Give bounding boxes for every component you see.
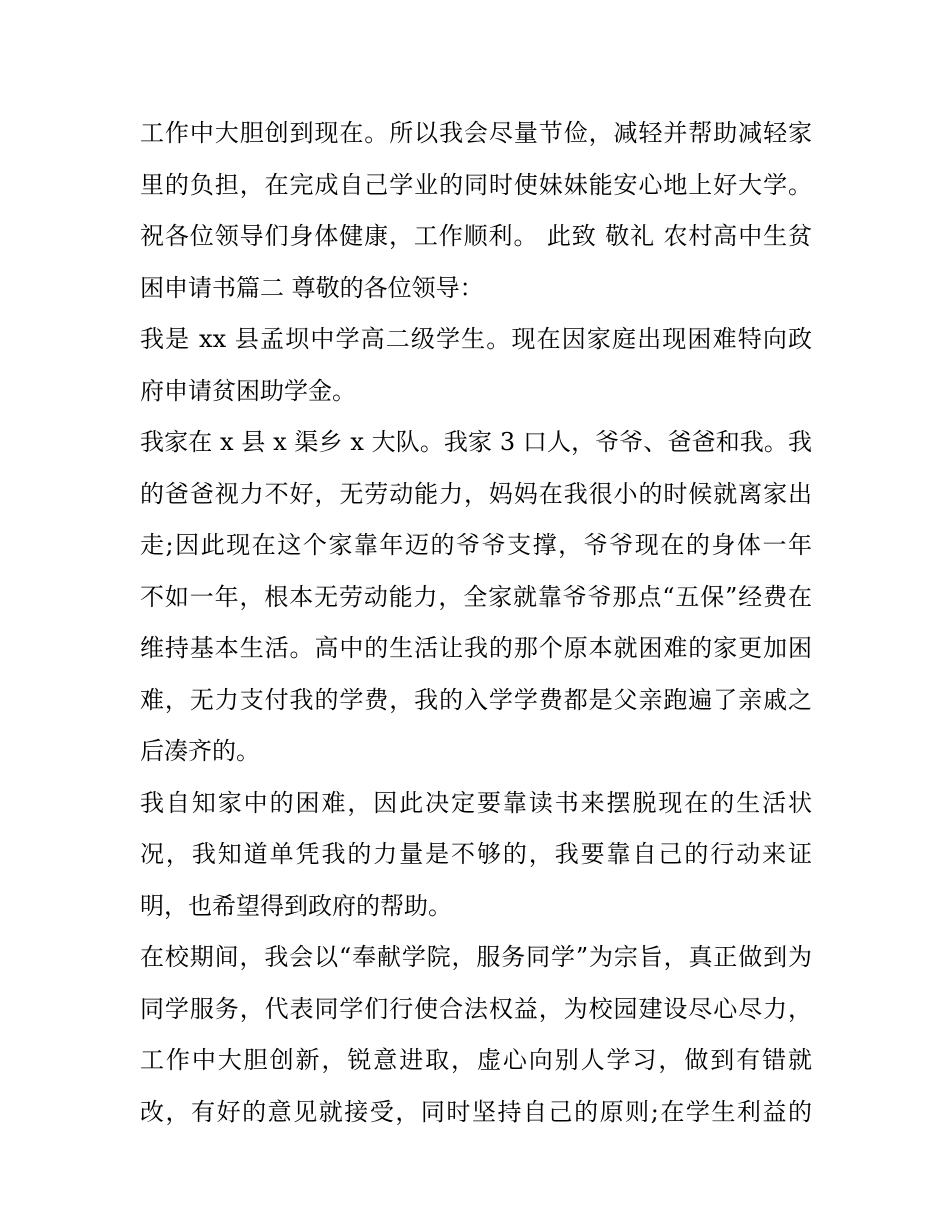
text-line-9: 走;因此现在这个家靠年迈的爷爷支撑，爷爷现在的身体一年 <box>140 531 812 559</box>
text-line-1: 工作中大胆创到现在。所以我会尽量节俭，减轻并帮助减轻家 <box>140 119 812 147</box>
text-line-16: 明，也希望得到政府的帮助。 <box>140 891 452 920</box>
text-line-14: 我自知家中的困难，因此决定要靠读书来摆脱现在的生活状 <box>140 788 812 817</box>
text-line-4: 困申请书篇二 尊敬的各位领导： <box>140 273 484 302</box>
text-line-19: 工作中大胆创新，锐意进取，虚心向别人学习，做到有错就 <box>140 1046 812 1074</box>
text-line-5: 我是 xx 县孟坝中学高二级学生。现在因家庭出现困难特向政 <box>140 325 812 353</box>
text-line-8: 的爸爸视力不好，无劳动能力，妈妈在我很小的时候就离家出 <box>140 479 812 508</box>
text-line-6: 府申请贫困助学金。 <box>140 376 356 405</box>
text-line-13: 后凑齐的。 <box>140 737 260 765</box>
text-line-7: 我家在 x 县 x 渠乡 x 大队。我家 3 口人，爷爷、爸爸和我。我 <box>140 428 812 456</box>
text-line-3: 祝各位领导们身体健康，工作顺利。 此致 敬礼 农村高中生贫 <box>140 222 812 250</box>
text-line-12: 难，无力支付我的学费，我的入学学费都是父亲跑遍了亲戚之 <box>140 685 812 714</box>
text-line-11: 维持基本生活。高中的生活让我的那个原本就困难的家更加困 <box>140 634 812 662</box>
body-text <box>140 108 812 1138</box>
text-line-2: 里的负担，在完成自己学业的同时使妹妹能安心地上好大学。 <box>140 170 812 199</box>
text-line-17: 在校期间，我会以“奉献学院，服务同学”为宗旨，真正做到为 <box>140 943 812 971</box>
text-line-18: 同学服务，代表同学们行使合法权益，为校园建设尽心尽力， <box>140 994 812 1023</box>
text-line-10: 不如一年，根本无劳动能力，全家就靠爷爷那点“五保”经费在 <box>140 582 812 611</box>
text-line-20: 改，有好的意见就接受，同时坚持自己的原则;在学生利益的 <box>140 1097 812 1126</box>
text-line-15: 况，我知道单凭我的力量是不够的，我要靠自己的行动来证 <box>140 840 812 868</box>
